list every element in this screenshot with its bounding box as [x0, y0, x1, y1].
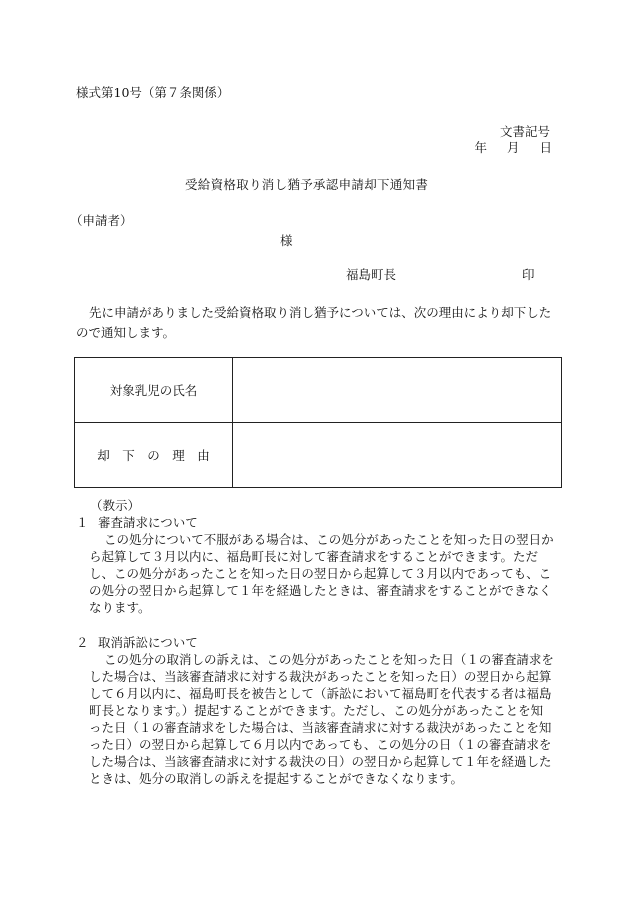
- note-item-title: [76, 634, 554, 651]
- note-item-number: １: [76, 515, 89, 530]
- document-title: 受給資格取り消し猶予承認申請却下通知書: [185, 177, 429, 192]
- table-row: [75, 358, 562, 423]
- note-item-number: ２: [76, 635, 89, 650]
- document-number: 文書記号: [499, 124, 550, 139]
- info-table: [74, 357, 562, 488]
- notes-section: [76, 497, 554, 787]
- note-item-heading: 審査請求について: [98, 515, 198, 530]
- table-value-infant-name: [233, 358, 562, 423]
- table-row: [75, 423, 562, 488]
- note-item-body: この処分について不服がある場合は、この処分があったことを知った日の翌日から起算して３月以内に、福島町長に対して審査請求をすることができます。ただし、この処分があったことを知った日の翌日から起算して３月以内であっても、この処分の翌日から起算して１年を経過したときは、審査請求をすることができなくなります。: [89, 532, 554, 615]
- honorific: 様: [280, 233, 293, 248]
- issuer-name: 福島町長: [346, 267, 397, 282]
- note-item-body: この処分の取消しの訴えは、この処分があったことを知った日（１の審査請求をした場合は、当該審査請求に対する裁決があったことを知った日）の翌日から起算して６月以内に、福島町長を被告として（訴訟において福島町を代表する者は福島町長となります。）提起することができます。ただし、この処分があったことを知った日（１の審査請求をした場合は、当該審査請求に対する裁決があったことを知った日）の翌日から起算して６月以内であっても、この処分の日（１の審査請求をした場合は、当該審査請求に対する裁決の日）の翌日から起算して１年を経過したときは、処分の取消しの訴えを提起することができなくなります。: [89, 652, 554, 786]
- document-date: [474, 139, 552, 156]
- date-month: 月: [506, 140, 520, 155]
- body-text: 先に申請がありました受給資格取り消し猶予については、次の理由により却下したので通知します。: [76, 305, 552, 340]
- date-day: 日: [539, 140, 552, 155]
- notes-heading: （教示）: [90, 498, 141, 513]
- form-number: 様式第10号（第７条関係）: [76, 85, 230, 100]
- applicant-label: （申請者）: [70, 213, 133, 228]
- note-item-title: [76, 514, 554, 531]
- note-item-heading: 取消訴訟について: [98, 635, 198, 650]
- seal-mark: 印: [522, 267, 535, 282]
- table-label-infant-name: 対象乳児の氏名: [75, 358, 233, 423]
- table-value-rejection-reason: [233, 423, 562, 488]
- table-label-rejection-reason: 却 下 の 理 由: [75, 423, 233, 488]
- date-year: 年: [474, 140, 487, 155]
